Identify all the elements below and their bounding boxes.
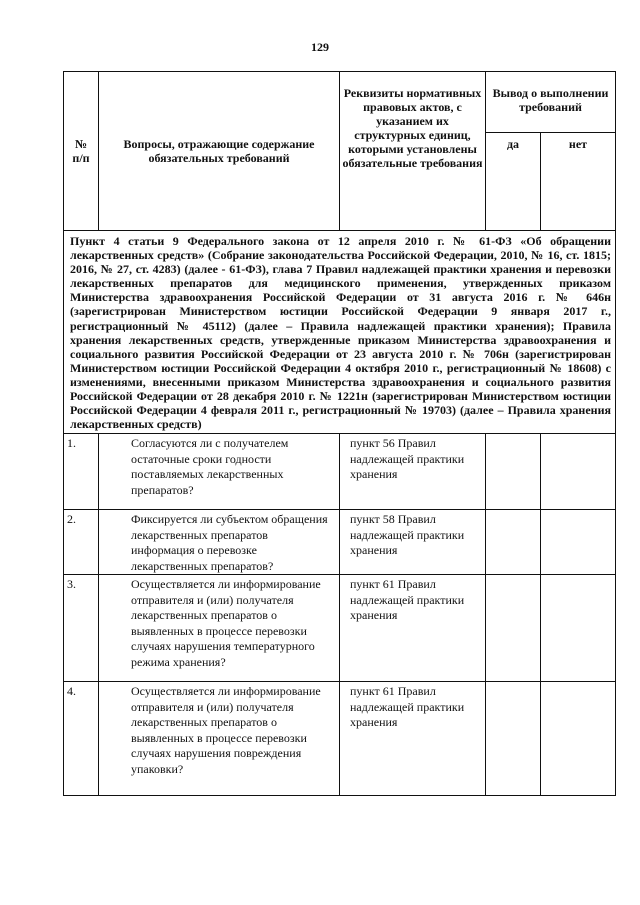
- legal-basis-text: Пункт 4 статьи 9 Федерального закона от 12 апреля 2010 г. № 61-ФЗ «Об обращении лекарственных средств» (Собрание законодательства Российской Федерации, 2010, № 16, ст. 1815; 2016, № 27, ст. 4283) (далее - 61-ФЗ), глава 7 Правил надлежащей практики хранения и перевозки лекарственных препаратов для медицинского применения, утвержденных приказом Министерства здравоохранения Российской Федерации от 31 августа 2016 г. № 646н (зарегистрирован Министерством юстиции Российской Федерации 9 января 2017 г., регистрационный № 45112) (далее – Правила надлежащей практики хранения); Правила хранения лекарственных средств, утвержденные приказом Министерства здравоохранения и социального развития Российской Федерации от 23 августа 2010 г. № 706н (зарегистрирован Министерством юстиции Российской Федерации 4 октября 2010 г., регистрационный № 18608) с изменениями, внесенными приказом Министерства здравоохранения и социального развития Российской Федерации от 28 декабря 2010 г. № 1221н (зарегистрирован Министерством юстиции Российской Федерации 4 февраля 2011 г., регистрационный № 19703) (далее – Правила хранения лекарственных средств): [64, 231, 616, 434]
- row-number: 2.: [64, 510, 99, 575]
- header-requisites: Реквизиты нормативных правовых актов, с указанием их структурных единиц, которыми установлены обязательные требования: [340, 72, 486, 231]
- row-no-cell[interactable]: [541, 682, 616, 796]
- preamble-row: [64, 231, 616, 434]
- row-number: 1.: [64, 434, 99, 510]
- header-row: [64, 72, 616, 133]
- row-no-cell[interactable]: [541, 575, 616, 682]
- row-reference: пункт 61 Правил надлежащей практики хранения: [340, 575, 486, 682]
- row-number: 3.: [64, 575, 99, 682]
- row-yes-cell[interactable]: [486, 434, 541, 510]
- row-reference: пункт 61 Правил надлежащей практики хранения: [340, 682, 486, 796]
- row-no-cell[interactable]: [541, 434, 616, 510]
- row-question: Фиксируется ли субъектом обращения лекарственных препаратов информация о перевозке лекарственных препаратов?: [99, 510, 340, 575]
- row-reference: пункт 58 Правил надлежащей практики хранения: [340, 510, 486, 575]
- row-yes-cell[interactable]: [486, 575, 541, 682]
- page-number: 129: [311, 40, 329, 54]
- row-yes-cell[interactable]: [486, 510, 541, 575]
- header-num: № п/п: [64, 72, 99, 231]
- header-no: нет: [541, 133, 616, 231]
- row-question: Осуществляется ли информирование отправителя и (или) получателя лекарственных препаратов о выявленных в процессе перевозки случаях нарушения температурного режима хранения?: [99, 575, 340, 682]
- requirements-table: [63, 71, 616, 796]
- table-row: [64, 510, 616, 575]
- header-questions: Вопросы, отражающие содержание обязательных требований: [99, 72, 340, 231]
- header-yes: да: [486, 133, 541, 231]
- row-no-cell[interactable]: [541, 510, 616, 575]
- row-reference: пункт 56 Правил надлежащей практики хранения: [340, 434, 486, 510]
- row-question: Согласуются ли с получателем остаточные сроки годности поставляемых лекарственных препаратов?: [99, 434, 340, 510]
- header-conclusion: Вывод о выполнении требований: [486, 72, 616, 133]
- table-row: [64, 575, 616, 682]
- row-number: 4.: [64, 682, 99, 796]
- table-row: [64, 682, 616, 796]
- row-question: Осуществляется ли информирование отправителя и (или) получателя лекарственных препаратов о выявленных в процессе перевозки случаях нарушения повреждения упаковки?: [99, 682, 340, 796]
- table-row: [64, 434, 616, 510]
- row-yes-cell[interactable]: [486, 682, 541, 796]
